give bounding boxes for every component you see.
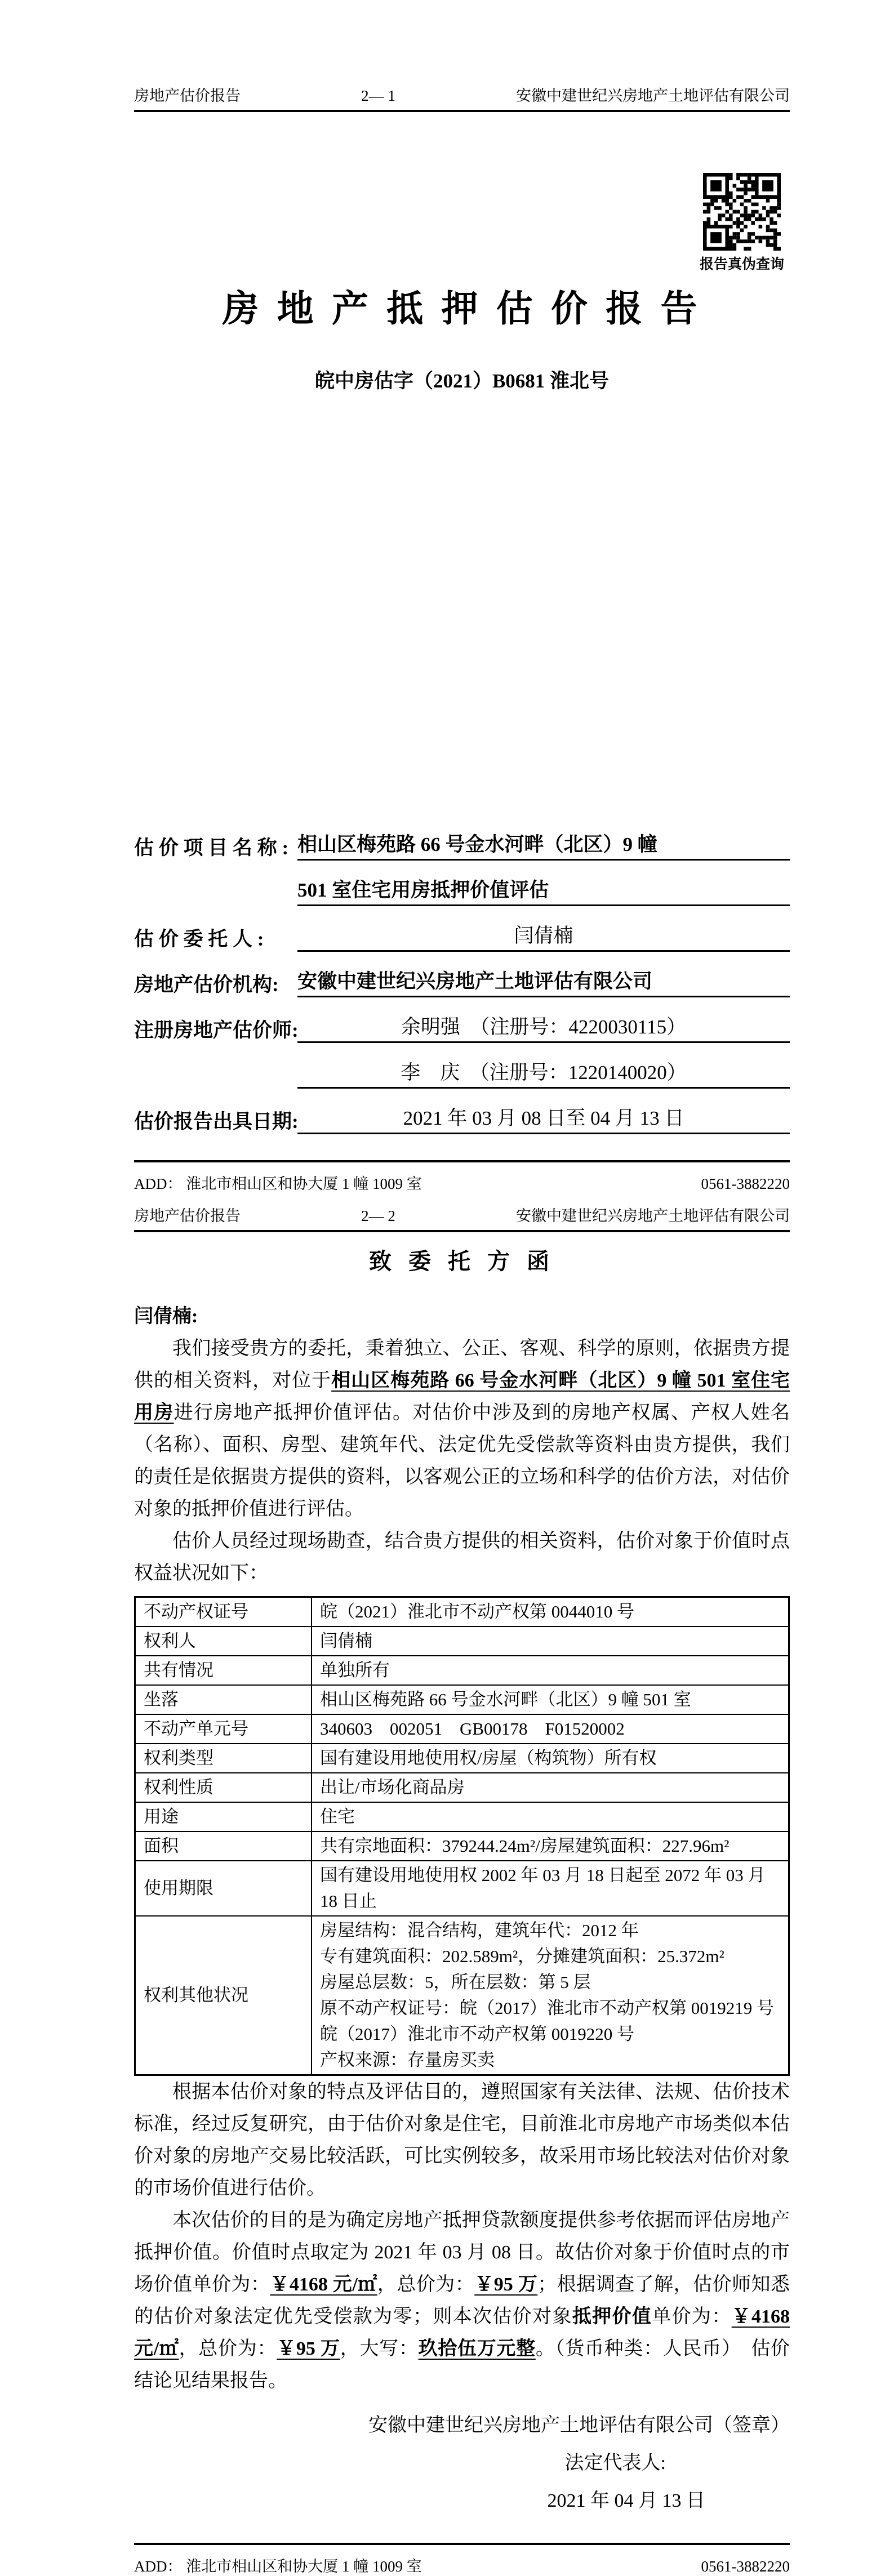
field-date-label: 估价报告出具日期: [134, 1111, 299, 1133]
mortgage-total-price-value: ￥95 万 [277, 2338, 340, 2359]
other-rights-line: 房屋结构：混合结构，建筑年代：2012 年 [319, 1920, 639, 1940]
signature-date: 2021 年 04 月 13 日 [547, 2490, 705, 2511]
mortgage-unit-price-value: ￥4168 元/㎡ [134, 2306, 790, 2359]
signature-legal-representative: 法定代表人: [564, 2453, 666, 2474]
field-agency-value: 安徽中建世纪兴房地产土地评估有限公司 [297, 966, 790, 997]
row-value: 相山区梅苑路 66 号金水河畔（北区）9 幢 501 室 [312, 1685, 789, 1714]
field-client-label: 估 价 委 托 人 : [134, 928, 264, 950]
para1-pre: 我们接受贵方的委托，秉着独立、公正、客观、科学的原则，依据贵方提供的相关资料，对位于 [134, 1338, 790, 1391]
letter-title: 致 委 托 方 函 [369, 1249, 555, 1274]
letter-salutation: 闫倩楠: [134, 1306, 198, 1327]
table-row [135, 1861, 789, 1916]
other-rights-line: 房屋总层数：5，所在层数：第 5 层 [319, 1972, 591, 1992]
row-label: 权利其他状况 [135, 1916, 312, 2075]
table-row [135, 1685, 789, 1714]
page2-running-footer [134, 2543, 790, 2576]
para4-text: ；根据调查了解，估价师知悉的估价对象法定优先受偿款为零；则本次估价对象 [134, 2274, 790, 2327]
row-value: 国有建设用地使用权/房屋（构筑物）所有权 [312, 1744, 789, 1773]
page1-running-header [134, 83, 790, 112]
para4-text: ，总价为： [377, 2274, 475, 2295]
row-label: 权利性质 [135, 1773, 312, 1802]
field-project-name [134, 815, 790, 861]
row-value: 共有宗地面积：379244.24m²/房屋建筑面积：227.96m² [312, 1831, 789, 1861]
row-value: 单独所有 [312, 1656, 789, 1685]
row-label: 不动产权证号 [135, 1597, 312, 1627]
running-header-company: 安徽中建世纪兴房地产土地评估有限公司 [516, 1207, 790, 1224]
field-date-value: 2021 年 03 月 08 日至 04 月 13 日 [297, 1103, 790, 1134]
total-price-value: ￥95 万 [474, 2274, 538, 2295]
row-label: 面积 [135, 1831, 312, 1861]
report-number: 皖中房估字（2021）B0681 淮北号 [314, 370, 610, 392]
letter-page [134, 1204, 790, 2576]
running-header-company: 安徽中建世纪兴房地产土地评估有限公司 [516, 87, 790, 104]
table-row [135, 1773, 789, 1802]
row-label: 用途 [135, 1802, 312, 1831]
field-appraiser1-value: 余明强 （注册号：4220030115） [297, 1011, 790, 1043]
para4-text: 本次估价的目的是为确定房地产抵押贷款额度提供参考依据而评估房地产抵押价值。价值时点取定为 2021 年 03 月 08 日。故估价对象于价值时点的市场价值单价为： [134, 2210, 790, 2295]
row-label: 权利类型 [135, 1744, 312, 1773]
footer-phone: 0561-3882220 [701, 2558, 790, 2575]
page2-running-header [134, 1204, 790, 1232]
field-client [134, 906, 790, 952]
field-agency-label: 房地产估价机构: [134, 974, 279, 996]
row-label: 坐落 [135, 1685, 312, 1714]
field-project-value-line1: 相山区梅苑路 66 号金水河畔（北区）9 幢 [297, 829, 790, 861]
running-header-page-number: 2— 2 [361, 1207, 395, 1224]
field-appraiser-label: 注册房地产估价师: [134, 1019, 299, 1041]
property-rights-table [134, 1596, 790, 2076]
running-header-page-number: 2— 1 [361, 87, 395, 104]
field-project-name-line2 [134, 861, 790, 906]
row-value: 国有建设用地使用权 2002 年 03 月 18 日起至 2072 年 03 月 18 日止 [312, 1861, 789, 1916]
row-label: 权利人 [135, 1626, 312, 1656]
field-project-value-line2: 501 室住宅用房抵押价值评估 [297, 875, 790, 906]
document [134, 0, 790, 2576]
para4-text: ，总价为： [179, 2338, 277, 2359]
letter-paragraph-2: 估价人员经过现场勘查，结合贵方提供的相关资料，估价对象于价值时点权益状况如下： [134, 1531, 790, 1584]
signature-company: 安徽中建世纪兴房地产土地评估有限公司（签章） [368, 2415, 790, 2436]
table-row [135, 1626, 789, 1656]
other-rights-line: 原不动产权证号：皖（2017）淮北市不动产权第 0019219 号 [319, 1998, 774, 2018]
running-header-left: 房地产估价报告 [134, 1207, 241, 1224]
field-project-label: 估 价 项 目 名 称 : [134, 837, 289, 859]
table-row [135, 1714, 789, 1744]
footer-phone: 0561-3882220 [701, 1175, 790, 1192]
row-label: 使用期限 [135, 1861, 312, 1916]
para1-post: 进行房地产抵押价值评估。对估价中涉及到的房地产权属、产权人姓名（名称）、面积、房型、建筑年代、法定优先受偿款等资料由贵方提供，我们的责任是依据贵方提供的资料，以客观公正的立场和科学的估价方法，对估价对象的抵押价值进行评估。 [134, 1402, 790, 1519]
row-label: 不动产单元号 [135, 1714, 312, 1744]
row-value: 出让/市场化商品房 [312, 1773, 789, 1802]
table-row-other-rights [135, 1916, 789, 2075]
other-rights-line: 产权来源：存量房买卖 [319, 2050, 495, 2070]
table-row [135, 1744, 789, 1773]
letter-paragraph-1 [134, 1332, 790, 1525]
para1-property-emphasis: 相山区梅苑路 66 号金水河畔（北区）9 幢 501 室住宅用房 [134, 1370, 790, 1423]
field-agency [134, 952, 790, 997]
running-header-left: 房地产估价报告 [134, 87, 241, 104]
unit-price-value: ￥4168 元/㎡ [270, 2274, 377, 2295]
table-row [135, 1656, 789, 1685]
para4-text: ，大写： [340, 2338, 419, 2359]
cover-fields [134, 815, 790, 1134]
cover-page [134, 0, 790, 1193]
row-value-multiline [312, 1916, 789, 2075]
report-title: 房 地 产 抵 押 估 价 报 告 [222, 289, 702, 329]
mortgage-value-term: 抵押价值 [572, 2306, 652, 2327]
table-row [135, 1802, 789, 1831]
field-appraiser-2 [134, 1043, 790, 1089]
field-report-date [134, 1089, 790, 1134]
qr-caption: 报告真伪查询 [699, 257, 784, 272]
field-appraiser-1 [134, 997, 790, 1043]
qr-verify-block [694, 173, 790, 273]
footer-address: ADD： 淮北市相山区和协大厦 1 幢 1009 室 [134, 1175, 422, 1192]
row-value: 340603 002051 GB00178 F01520002 [312, 1714, 789, 1744]
letter-paragraph-4 [134, 2204, 790, 2397]
row-value: 皖（2021）淮北市不动产权第 0044010 号 [312, 1597, 789, 1627]
other-rights-line: 专有建筑面积：202.589m²，分摊建筑面积：25.372m² [319, 1946, 724, 1966]
table-row [135, 1597, 789, 1627]
amount-in-words: 玖拾伍万元整 [418, 2338, 536, 2359]
letter-paragraph-3: 根据本估价对象的特点及评估目的，遵照国家有关法律、法规、估价技术标准，经过反复研究，由于估价对象是住宅，目前淮北市房地产市场类似本估价对象的房地产交易比较活跃，可比实例较多，故采用市场比较法对估价对象的市场价值进行估价。 [134, 2082, 790, 2199]
row-value: 住宅 [312, 1802, 789, 1831]
row-value: 闫倩楠 [312, 1626, 789, 1656]
para4-text: 单价为： [652, 2306, 732, 2327]
field-appraiser2-value: 李 庆 （注册号：1220140020） [297, 1057, 790, 1089]
row-label: 共有情况 [135, 1656, 312, 1685]
page1-running-footer [134, 1160, 790, 1193]
other-rights-line: 皖（2017）淮北市不动产权第 0019220 号 [319, 2024, 634, 2044]
footer-address: ADD： 淮北市相山区和协大厦 1 幢 1009 室 [134, 2558, 422, 2575]
table-row [135, 1831, 789, 1861]
field-client-value: 闫倩楠 [297, 920, 790, 952]
para4-text: 。（货币种类：人民币） 估价结论见结果报告。 [134, 2338, 790, 2391]
qr-code-icon [703, 173, 781, 251]
